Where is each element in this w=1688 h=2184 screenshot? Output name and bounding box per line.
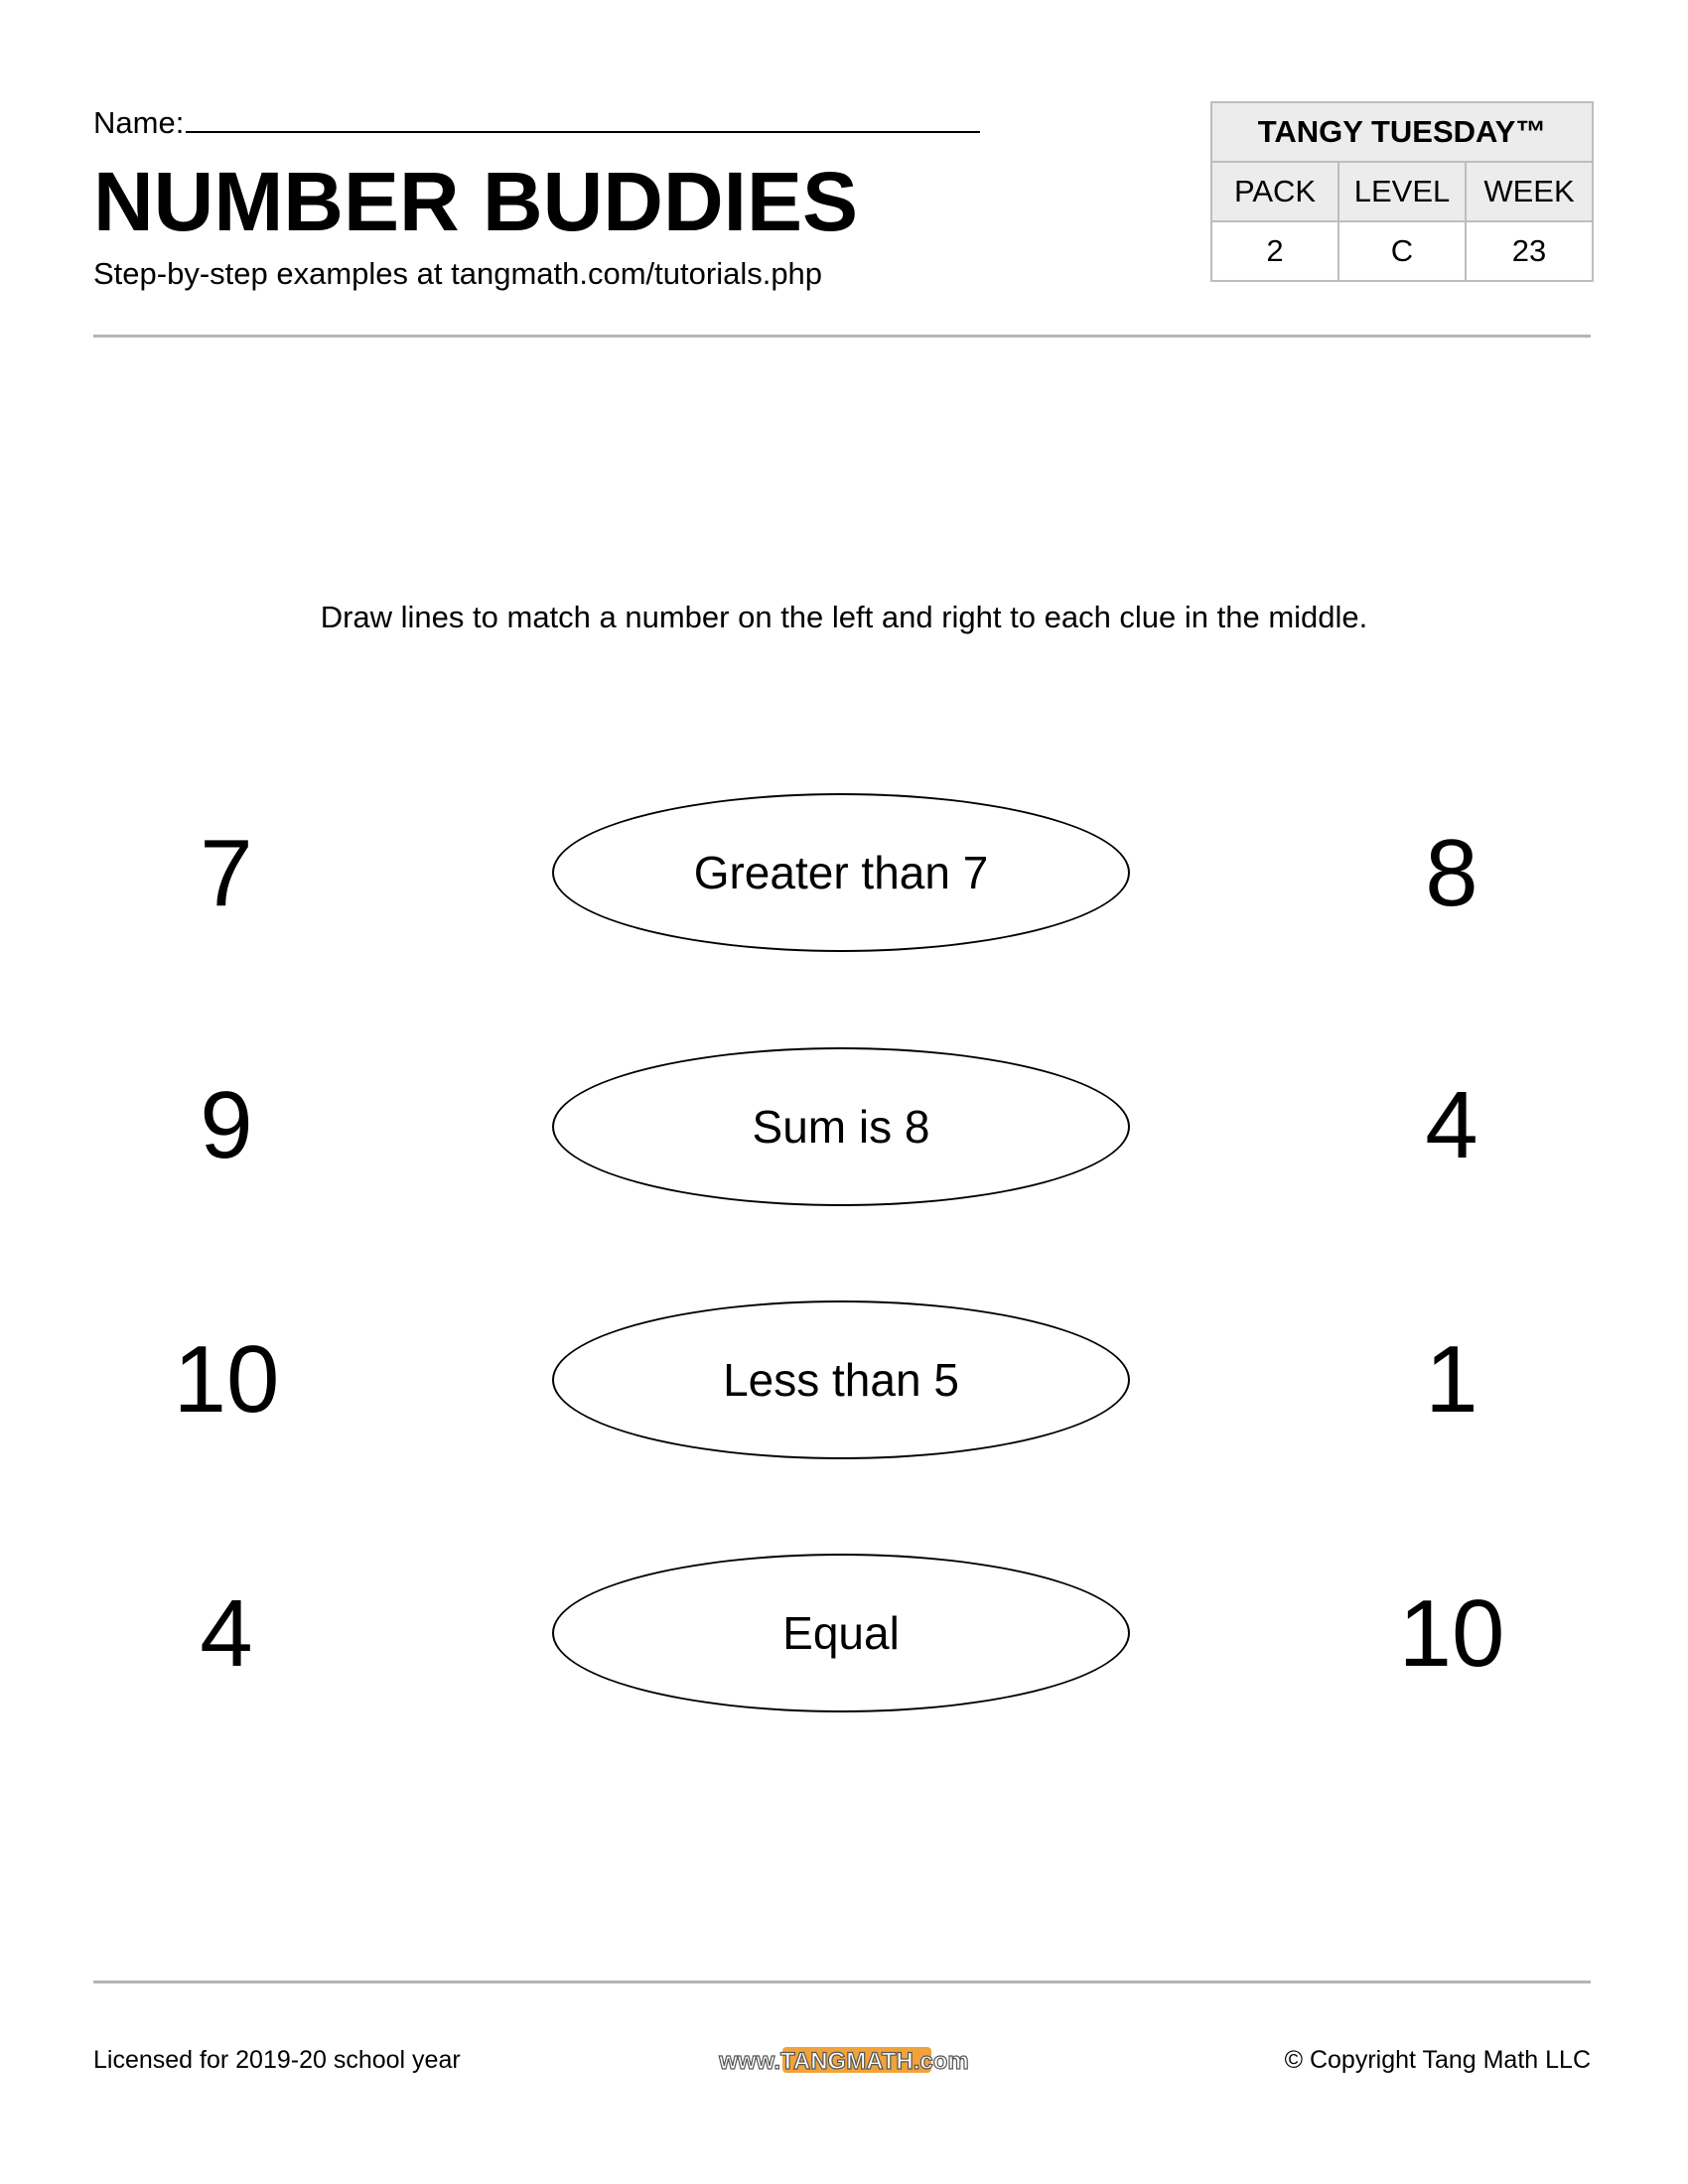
pack-value: 2: [1211, 221, 1338, 281]
worksheet-subtitle: Step-by-step examples at tangmath.com/tutorials.php: [93, 256, 823, 291]
footer-divider: [93, 1980, 1591, 1983]
clue-oval-2[interactable]: [552, 1047, 1130, 1206]
level-label: LEVEL: [1338, 162, 1466, 221]
clue-text-3: Less than 5: [723, 1354, 959, 1406]
license-text: Licensed for 2019-20 school year: [93, 2046, 461, 2074]
worksheet-title: NUMBER BUDDIES: [93, 155, 859, 248]
left-number-1[interactable]: 7: [200, 820, 253, 926]
info-table: [1210, 101, 1594, 282]
pack-label: PACK: [1211, 162, 1338, 221]
clue-text-1: Greater than 7: [693, 847, 989, 898]
instructions: Draw lines to match a number on the left and right to each clue in the middle.: [320, 600, 1368, 634]
right-number-1[interactable]: 8: [1425, 820, 1478, 926]
clue-oval-4[interactable]: [552, 1554, 1130, 1712]
copyright-text: © Copyright Tang Math LLC: [1284, 2046, 1591, 2074]
left-number-4[interactable]: 4: [200, 1580, 253, 1687]
header-divider: [93, 335, 1591, 338]
clue-oval-3[interactable]: [552, 1300, 1130, 1459]
clue-oval-1[interactable]: [552, 793, 1130, 952]
left-number-2[interactable]: 9: [200, 1072, 253, 1178]
left-number-3[interactable]: 10: [173, 1326, 280, 1433]
name-label: Name:: [93, 105, 185, 140]
info-table-heading: TANGY TUESDAY™: [1211, 102, 1593, 162]
clue-text-2: Sum is 8: [752, 1101, 930, 1153]
logo-text: www.TANGMATH.com: [719, 2048, 969, 2075]
week-value: 23: [1466, 221, 1593, 281]
name-blank-line[interactable]: [186, 99, 980, 133]
name-field[interactable]: [93, 99, 980, 143]
week-label: WEEK: [1466, 162, 1593, 221]
right-number-3[interactable]: 1: [1425, 1326, 1478, 1433]
tangmath-logo: [695, 2041, 993, 2081]
right-number-4[interactable]: 10: [1398, 1580, 1505, 1687]
right-number-2[interactable]: 4: [1425, 1072, 1478, 1178]
level-value: C: [1338, 221, 1466, 281]
clue-text-4: Equal: [782, 1607, 900, 1659]
